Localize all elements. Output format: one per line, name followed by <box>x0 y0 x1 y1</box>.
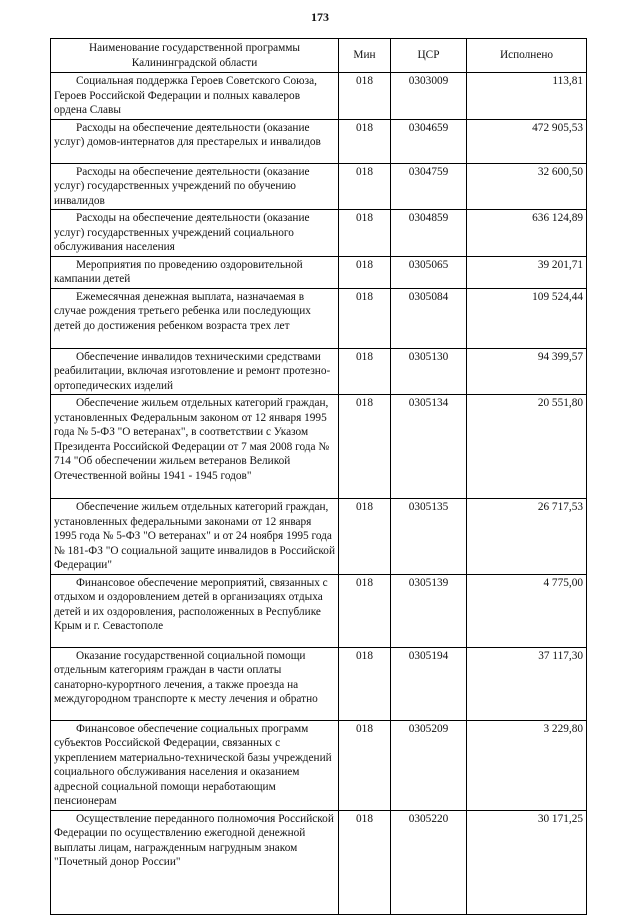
row-csr: 0305139 <box>391 574 467 647</box>
row-name: Обеспечение жильем отдельных категорий граждан, установленных федеральными законами от 12 января 1995 года № 5-ФЗ "О ветеранах" и от 24 ноября 1995 года № 181-ФЗ "О социальной защите инвалидов в Российской Федерации" <box>51 499 339 575</box>
table-row <box>51 163 587 210</box>
row-min: 018 <box>339 499 391 575</box>
table-header-row <box>51 39 587 73</box>
row-name: Социальная поддержка Героев Советского Союза, Героев Российской Федерации и полных кавалеров ордена Славы <box>51 73 339 120</box>
row-csr: 0305084 <box>391 288 467 348</box>
table-row <box>51 574 587 647</box>
row-sum: 3 229,80 <box>467 720 587 810</box>
row-sum: 26 717,53 <box>467 499 587 575</box>
row-min: 018 <box>339 73 391 120</box>
row-min: 018 <box>339 720 391 810</box>
row-name: Мероприятия по проведению оздоровительной кампании детей <box>51 256 339 288</box>
table-row <box>51 256 587 288</box>
row-name: Финансовое обеспечение социальных программ субъектов Российской Федерации, связанных с укреплением материально-технической базы учреждений социального обслуживания населения и оказанием адресной социальной помощи неработающим пенсионерам <box>51 720 339 810</box>
header-csr: ЦСР <box>391 39 467 73</box>
row-csr: 0304759 <box>391 163 467 210</box>
table-row <box>51 210 587 257</box>
header-sum: Исполнено <box>467 39 587 73</box>
table-row <box>51 395 587 499</box>
table-row <box>51 73 587 120</box>
table-row <box>51 647 587 720</box>
row-sum: 4 775,00 <box>467 574 587 647</box>
row-name: Расходы на обеспечение деятельности (оказание услуг) государственных учреждений социального обслуживания населения <box>51 210 339 257</box>
row-sum: 32 600,50 <box>467 163 587 210</box>
row-name: Ежемесячная денежная выплата, назначаемая в случае рождения третьего ребенка или последующих детей до достижения ребенком возраста трех лет <box>51 288 339 348</box>
row-name: Финансовое обеспечение мероприятий, связанных с отдыхом и оздоровлением детей в организациях отдыха детей и их оздоровления, расположенных в Республике Крым и г. Севастополе <box>51 574 339 647</box>
row-csr: 0304859 <box>391 210 467 257</box>
row-min: 018 <box>339 119 391 163</box>
table-row <box>51 810 587 914</box>
row-csr: 0305194 <box>391 647 467 720</box>
row-sum: 37 117,30 <box>467 647 587 720</box>
row-name: Обеспечение жильем отдельных категорий граждан, установленных Федеральным законом от 12 января 1995 года № 5-ФЗ "О ветеранах", в соответствии с Указом Президента Российской Федерации от 7 мая 2008 года № 714 "Об обеспечении жильем ветеранов Великой Отечественной войны 1941 - 1945 годов" <box>51 395 339 499</box>
table-row <box>51 499 587 575</box>
row-sum: 636 124,89 <box>467 210 587 257</box>
row-name: Расходы на обеспечение деятельности (оказание услуг) государственных учреждений по обучению инвалидов <box>51 163 339 210</box>
table-row <box>51 288 587 348</box>
row-name: Оказание государственной социальной помощи отдельным категориям граждан в части оплаты санаторно-курортного лечения, а также проезда на междугородном транспорте к месту лечения и обратно <box>51 647 339 720</box>
row-csr: 0305209 <box>391 720 467 810</box>
row-sum: 20 551,80 <box>467 395 587 499</box>
header-name: Наименование государственной программы Калининградской области <box>51 39 339 73</box>
row-sum: 109 524,44 <box>467 288 587 348</box>
row-min: 018 <box>339 256 391 288</box>
table-row <box>51 720 587 810</box>
row-min: 018 <box>339 163 391 210</box>
row-csr: 0305220 <box>391 810 467 914</box>
page-number: 173 <box>311 10 329 24</box>
row-min: 018 <box>339 210 391 257</box>
row-sum: 113,81 <box>467 73 587 120</box>
row-name: Осуществление переданного полномочия Российской Федерации по осуществлению ежегодной денежной выплаты лицам, награжденным нагрудным знаком "Почетный донор России" <box>51 810 339 914</box>
row-min: 018 <box>339 395 391 499</box>
row-csr: 0304659 <box>391 119 467 163</box>
table-row <box>51 348 587 395</box>
row-csr: 0305135 <box>391 499 467 575</box>
row-min: 018 <box>339 348 391 395</box>
row-name: Расходы на обеспечение деятельности (оказание услуг) домов-интернатов для престарелых и инвалидов <box>51 119 339 163</box>
row-min: 018 <box>339 647 391 720</box>
row-sum: 39 201,71 <box>467 256 587 288</box>
table-row <box>51 119 587 163</box>
row-sum: 472 905,53 <box>467 119 587 163</box>
row-name: Обеспечение инвалидов техническими средствами реабилитации, включая изготовление и ремонт протезно-ортопедических изделий <box>51 348 339 395</box>
row-min: 018 <box>339 574 391 647</box>
row-sum: 94 399,57 <box>467 348 587 395</box>
row-sum: 30 171,25 <box>467 810 587 914</box>
header-min: Мин <box>339 39 391 73</box>
row-min: 018 <box>339 810 391 914</box>
row-csr: 0303009 <box>391 73 467 120</box>
row-csr: 0305130 <box>391 348 467 395</box>
row-min: 018 <box>339 288 391 348</box>
row-csr: 0305065 <box>391 256 467 288</box>
row-csr: 0305134 <box>391 395 467 499</box>
budget-table <box>50 38 587 915</box>
